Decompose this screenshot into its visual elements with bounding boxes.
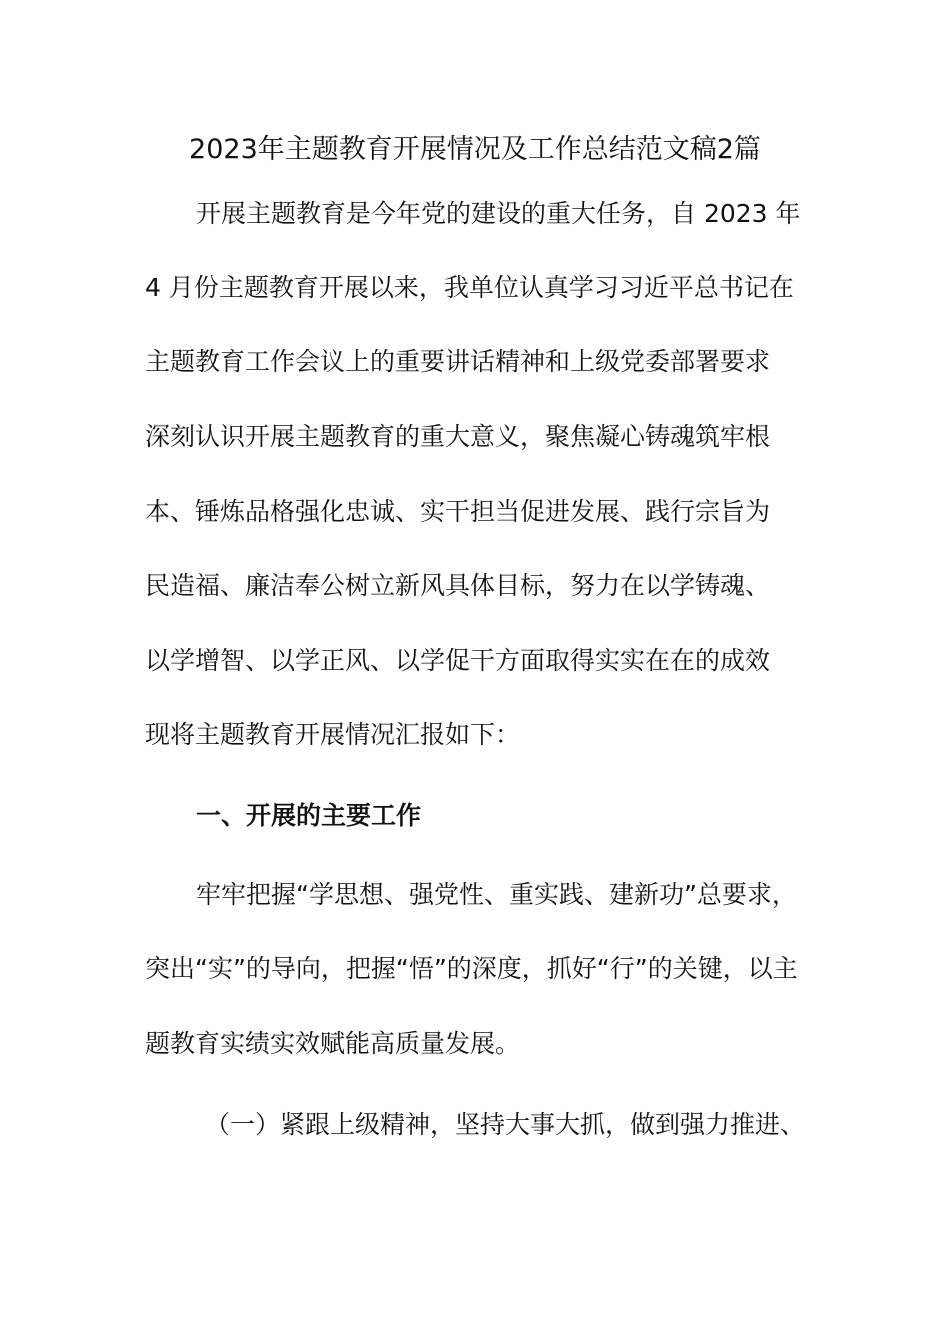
section-heading: 一、开展的主要工作 bbox=[196, 801, 422, 830]
paragraph-line: 4 月份主题教育开展以来，我单位认真学习习近平总书记在 bbox=[145, 273, 794, 302]
paragraph-line: 现将主题教育开展情况汇报如下： bbox=[145, 720, 521, 749]
paragraph-line: 牢牢把握“学思想、强党性、重实践、建新功”总要求， bbox=[196, 880, 797, 909]
paragraph-line: 深刻认识开展主题教育的重大意义，聚焦凝心铸魂筑牢根 bbox=[145, 422, 771, 451]
paragraph-line: 主题教育工作会议上的重要讲话精神和上级党委部署要求 bbox=[145, 347, 771, 376]
document-title: 2023年主题教育开展情况及工作总结范文稿2篇 bbox=[189, 134, 761, 165]
paragraph-line: 以学增智、以学正风、以学促干方面取得实实在在的成效 bbox=[145, 646, 771, 675]
paragraph-line: 突出“实”的导向，把握“悟”的深度，抓好“行”的关键，以主 bbox=[145, 954, 798, 983]
paragraph-line: 民造福、廉洁奉公树立新风具体目标，努力在以学铸魂、 bbox=[145, 571, 771, 600]
paragraph-line: 开展主题教育是今年党的建设的重大任务，自 2023 年 bbox=[196, 199, 801, 228]
subsection-heading: （一）紧跟上级精神，坚持大事大抓，做到强力推进、 bbox=[205, 1110, 806, 1139]
paragraph-line: 本、锤炼品格强化忠诚、实干担当促进发展、践行宗旨为 bbox=[145, 497, 771, 526]
paragraph-line: 题教育实绩实效赋能高质量发展。 bbox=[145, 1029, 521, 1058]
